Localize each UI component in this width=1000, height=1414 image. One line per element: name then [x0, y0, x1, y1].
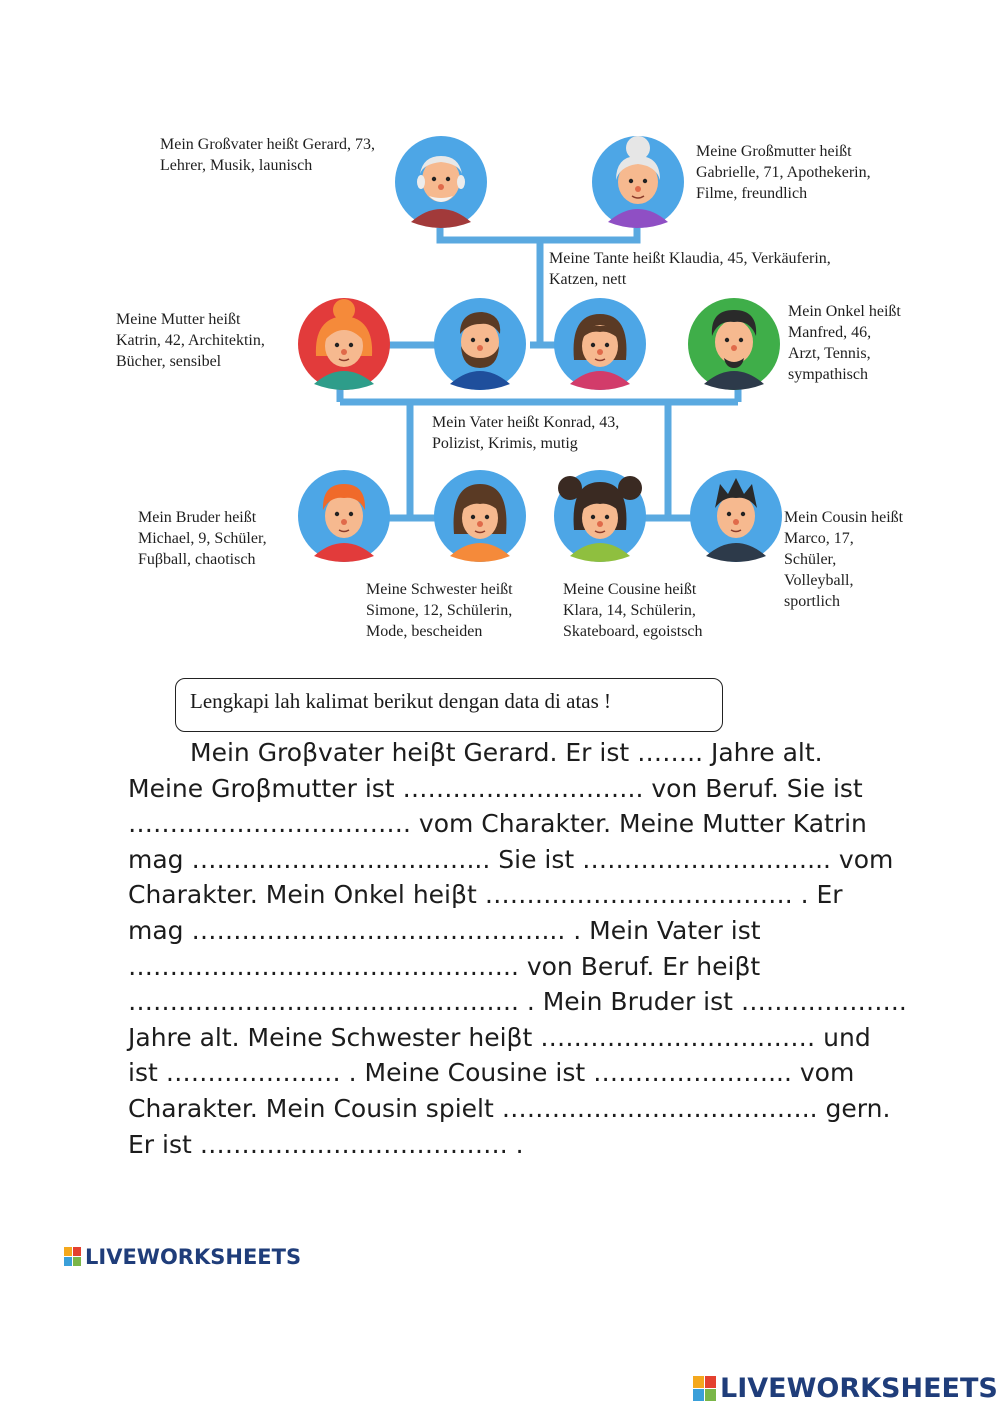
liveworksheets-mark-icon — [64, 1247, 82, 1267]
caption-sister: Meine Schwester heißt Simone, 12, Schülerin, Mode, bescheiden — [366, 581, 513, 640]
brother-avatar — [296, 468, 392, 564]
exercise-line: mag ……………………………………... . Mein Vater ist — [128, 915, 761, 945]
sister-avatar — [432, 468, 528, 564]
caption-mother: Meine Mutter heißt Katrin, 42, Architektin, Bücher, sensibel — [116, 311, 265, 370]
exercise-line: Jahre alt. Meine Schwester heiβt …………………………… und — [128, 1022, 871, 1052]
exercise-line: ……………………………. vom Charakter. Meine Mutter Katrin — [128, 809, 867, 839]
liveworksheets-wordmark: LIVEWORKSHEETS — [85, 1245, 302, 1269]
grandfather-avatar — [393, 134, 489, 230]
exercise-line: mag ……………………………... Sie ist ………………………... vom — [128, 844, 894, 874]
liveworksheets-logo-small — [64, 1245, 301, 1269]
caption-male-cousin: Mein Cousin heißt Marco, 17, Schüler, Volleyball, sportlich — [784, 509, 904, 610]
exercise-paragraph — [128, 735, 907, 1162]
female-cousin-avatar — [552, 468, 648, 564]
father-avatar — [432, 296, 528, 392]
caption-grandmother: Meine Großmutter heißt Gabrielle, 71, Apothekerin, Filme, freundlich — [696, 143, 871, 202]
caption-father: Mein Vater heißt Konrad, 43, Polizist, Krimis, mutig — [432, 414, 620, 452]
exercise-line: Er ist ………………………………. . — [128, 1129, 524, 1159]
instruction-text: Lengkapi lah kalimat berikut dengan data di atas ! — [190, 689, 612, 713]
mother-avatar — [296, 296, 392, 392]
exercise-line: ……………………………………….. von Beruf. Er heiβt — [128, 951, 761, 981]
caption-aunt: Meine Tante heißt Klaudia, 45, Verkäuferin, Katzen, nett — [549, 250, 831, 288]
exercise-line: ist ………………… . Meine Cousine ist …………………... vom — [128, 1058, 855, 1088]
instruction-box — [175, 678, 723, 732]
liveworksheets-wordmark: LIVEWORKSHEETS — [720, 1373, 998, 1404]
exercise-line: Charakter. Mein Onkel heiβt ………………………………. . Er — [128, 880, 843, 910]
liveworksheets-logo-large — [693, 1373, 998, 1404]
grandmother-avatar — [590, 134, 686, 230]
exercise-line: Meine Groβmutter ist ……………………….. von Beruf. Sie ist — [128, 773, 863, 803]
caption-grandfather: Mein Großvater heißt Gerard, 73, Lehrer, Musik, launisch — [160, 136, 376, 174]
exercise-line: Charakter. Mein Cousin spielt ……………………………….. gern. — [128, 1093, 891, 1123]
male-cousin-avatar — [688, 468, 784, 564]
liveworksheets-mark-icon — [693, 1376, 717, 1402]
caption-female-cousin: Meine Cousine heißt Klara, 14, Schülerin, Skateboard, egoistsch — [563, 581, 703, 640]
exercise-line: Mein Groβvater heiβt Gerard. Er ist …….. Jahre alt. — [190, 738, 823, 767]
exercise-line: ……………………………………….. . Mein Bruder ist ……………….. — [128, 987, 907, 1017]
caption-brother: Mein Bruder heißt Michael, 9, Schüler, Fuβball, chaotisch — [138, 509, 267, 568]
uncle-avatar — [686, 296, 782, 392]
aunt-avatar — [552, 296, 648, 392]
caption-uncle: Mein Onkel heißt Manfred, 46, Arzt, Tennis, sympathisch — [788, 303, 901, 383]
